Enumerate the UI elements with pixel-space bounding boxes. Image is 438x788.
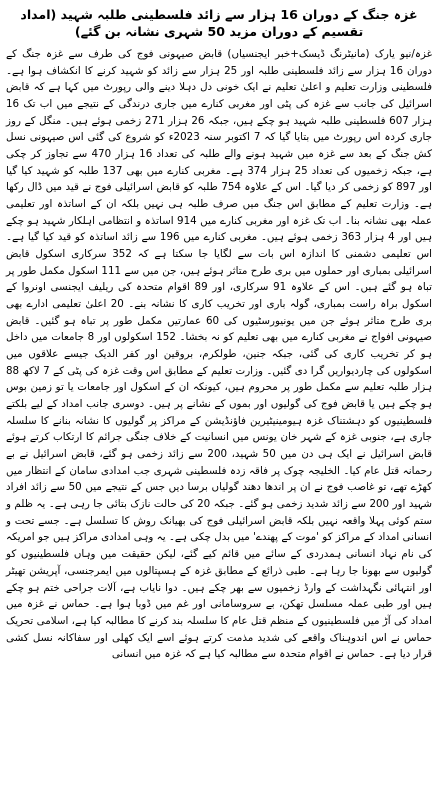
article-headline: غزہ جنگ کے دوران 16 ہزار سے زائد فلسطینی طلبہ شہید (امداد تقسیم کے دوران مزید 50 شہری نشانہ بن گئے): [20, 7, 418, 39]
article-body: غزہ/نیو یارک (مانیٹرنگ ڈیسک+خبر ایجنسیاں) قابض صیہونی فوج کی طرف سے غزہ جنگ کے دوران 16 ہزار سے زائد فلسطینی طلبہ اور 25 ہزار سے زائد کو شہید کرنے کا انکشاف ہوا ہے۔ فلسطینی وزارت تعلیم و اعلیٰ تعلیم نے ایک خونی دل دہلا دینے والی رپورٹ میں کہا ہے کہ قابض اسرائیل کی جانب سے غزہ کی پٹی اور مغربی کنارے میں جاری درندگی کے نتیجے میں اب تک 16 ہزار 607 فلسطینی طلبہ شہید ہو چکے ہیں، جبکہ 26 ہزار 271 زخمی ہوئے ہیں۔ منگل کے روز جاری کردہ اس رپورٹ میں بتایا گیا کہ 7 اکتوبر سنہ 2023ء کو شروع کی گئی اس صیہونی نسل کش جنگ کے بعد سے غزہ میں شہید ہونے والے طلبہ کی تعداد 16 ہزار 470 سے تجاوز کر چکی ہے، جبکہ زخمیوں کی تعداد 25 ہزار 374 ہے۔ مغربی کنارے میں بھی 137 طلبہ کو شہید کیا گیا اور 897 کو زخمی کر دیا گیا۔ اس کے علاوہ 754 طلبہ کو قابض اسرائیلی فوج نے قید میں ڈال رکھا ہے۔ وزارت تعلیم کے مطابق اس جنگ میں صرف طلبہ ہی نہیں بلکہ ان کے اساتذہ اور تعلیمی عملہ بھی نشانہ بنا۔ اب تک غزہ اور مغربی کنارے میں 914 اساتذہ و انتظامی اہلکار شہید ہو چکے ہیں اور 4 ہزار 363 زخمی ہوئے ہیں۔ مغربی کنارے میں 196 سے زائد اساتذہ کو قید کیا گیا ہے۔ اس تعلیمی دشمنی کا اندازہ اس بات سے لگایا جا سکتا ہے کہ 352 سرکاری اسکول قابض اسرائیلی بمباری اور حملوں میں بری طرح متاثر ہوئے ہیں، جن میں سے 111 اسکول مکمل طور پر تباہ ہو گئے ہیں۔ اس کے علاوہ 91 سرکاری، اور 89 اقوام متحدہ کی ریلیف ایجنسی اونروا کے اسکول براہ راست بمباری، گولہ باری اور تخریب کاری کا نشانہ بنے۔ 20 اعلیٰ تعلیمی ادارے بھی بری طرح متاثر ہوئے جن میں یونیورسٹیوں کی 60 عمارتیں مکمل طور پر تباہ ہو گئیں۔ قابض صیہونی افواج نے مغربی کنارے میں بھی تعلیم کو نہ بخشا۔ 152 اسکولوں اور 8 جامعات میں داخل ہو کر تخریب کاری کی گئی، جبکہ جنین، طولکرم، بروقین اور کفر الدیک جیسے علاقوں میں اسکولوں کی چاردیواریں گرا دی گئیں۔ وزارت تعلیم کے مطابق اس وقت غزہ کی پٹی کے 7 لاکھ 88 ہزار طلبہ تعلیم سے مکمل طور پر محروم ہیں، کیونکہ ان کے اسکول اور جامعات یا تو زمین بوس ہو چکے ہیں یا قابض فوج کی گولیوں اور بموں کے نشانے پر ہیں۔ دوسری جانب امداد کے لیے بلکتے فلسطینیوں کو دہشتناک غزہ ہیومینیٹیرین فاؤنڈیشن کے مراکز پر گولیوں کا نشانہ بنانے کا سلسلہ جاری ہے، جنوبی غزہ کے شہر خان یونس میں انسانیت کے خلاف جنگی جرائم کا ارتکاب کرتے ہوئے قابض اسرائیل نے ایک ہی دن میں 50 شہید، 200 سے زائد زخمی ہو گئے، قابض اسرائیل نے بے رحمانہ قتل عام کیا۔ الخلیجہ چوک پر فاقہ زدہ فلسطینی شہری جب امدادی سامان کے انتظار میں کھڑے تھے، تو غاصب فوج نے ان پر اندھا دھند گولیاں برسا دیں جس کے نتیجے میں 50 سے زائد افراد شہید اور 200 سے زائد شدید زخمی ہو گئے۔ جبکہ 20 کی حالت نازک بتائی جا رہی ہے۔ یہ ظلم و ستم کوئی پہلا واقعہ نہیں بلکہ قابض اسرائیلی فوج کی بھیانک روش کا تسلسل ہے۔ جسے تحت و انسانی امداد کے مراکز کو 'موت کے پھندے' میں بدل چکی ہے۔ یہ وہی امدادی مراکز ہیں جو امریکہ کی نام نہاد انسانی ہمدردی کے سائے میں قائم کیے گئے، لیکن حقیقت میں وہاں فلسطینیوں کو گولیوں سے بھونا جا رہا ہے۔ طبی ذرائع کے مطابق غزہ کے ہسپتالوں میں ایمرجنسی، آپریشن تھیٹر اور انتہائی نگہداشت کے وارڈ زخمیوں سے بھر چکے ہیں۔ دوا نایاب ہے، آلات جراحی ختم ہو چکے ہیں اور طبی عملہ مسلسل تھکن، بے سروسامانی اور غم میں ڈوبا ہوا ہے۔ حماس نے غزہ میں امداد کی آڑ میں فلسطینیوں کے منظم قتل عام کا سلسلہ بند کرنے کا مطالبہ کیا ہے، اسلامی تحریک حماس نے اس اندوہناک واقعے کی شدید مذمت کرتے ہوئے اسے ایک کھلی اور سفاکانہ نسل کشی قرار دیا ہے۔ حماس نے اقوام متحدہ سے مطالبہ کیا ہے کہ غزہ میں انسانی: [6, 48, 433, 661]
